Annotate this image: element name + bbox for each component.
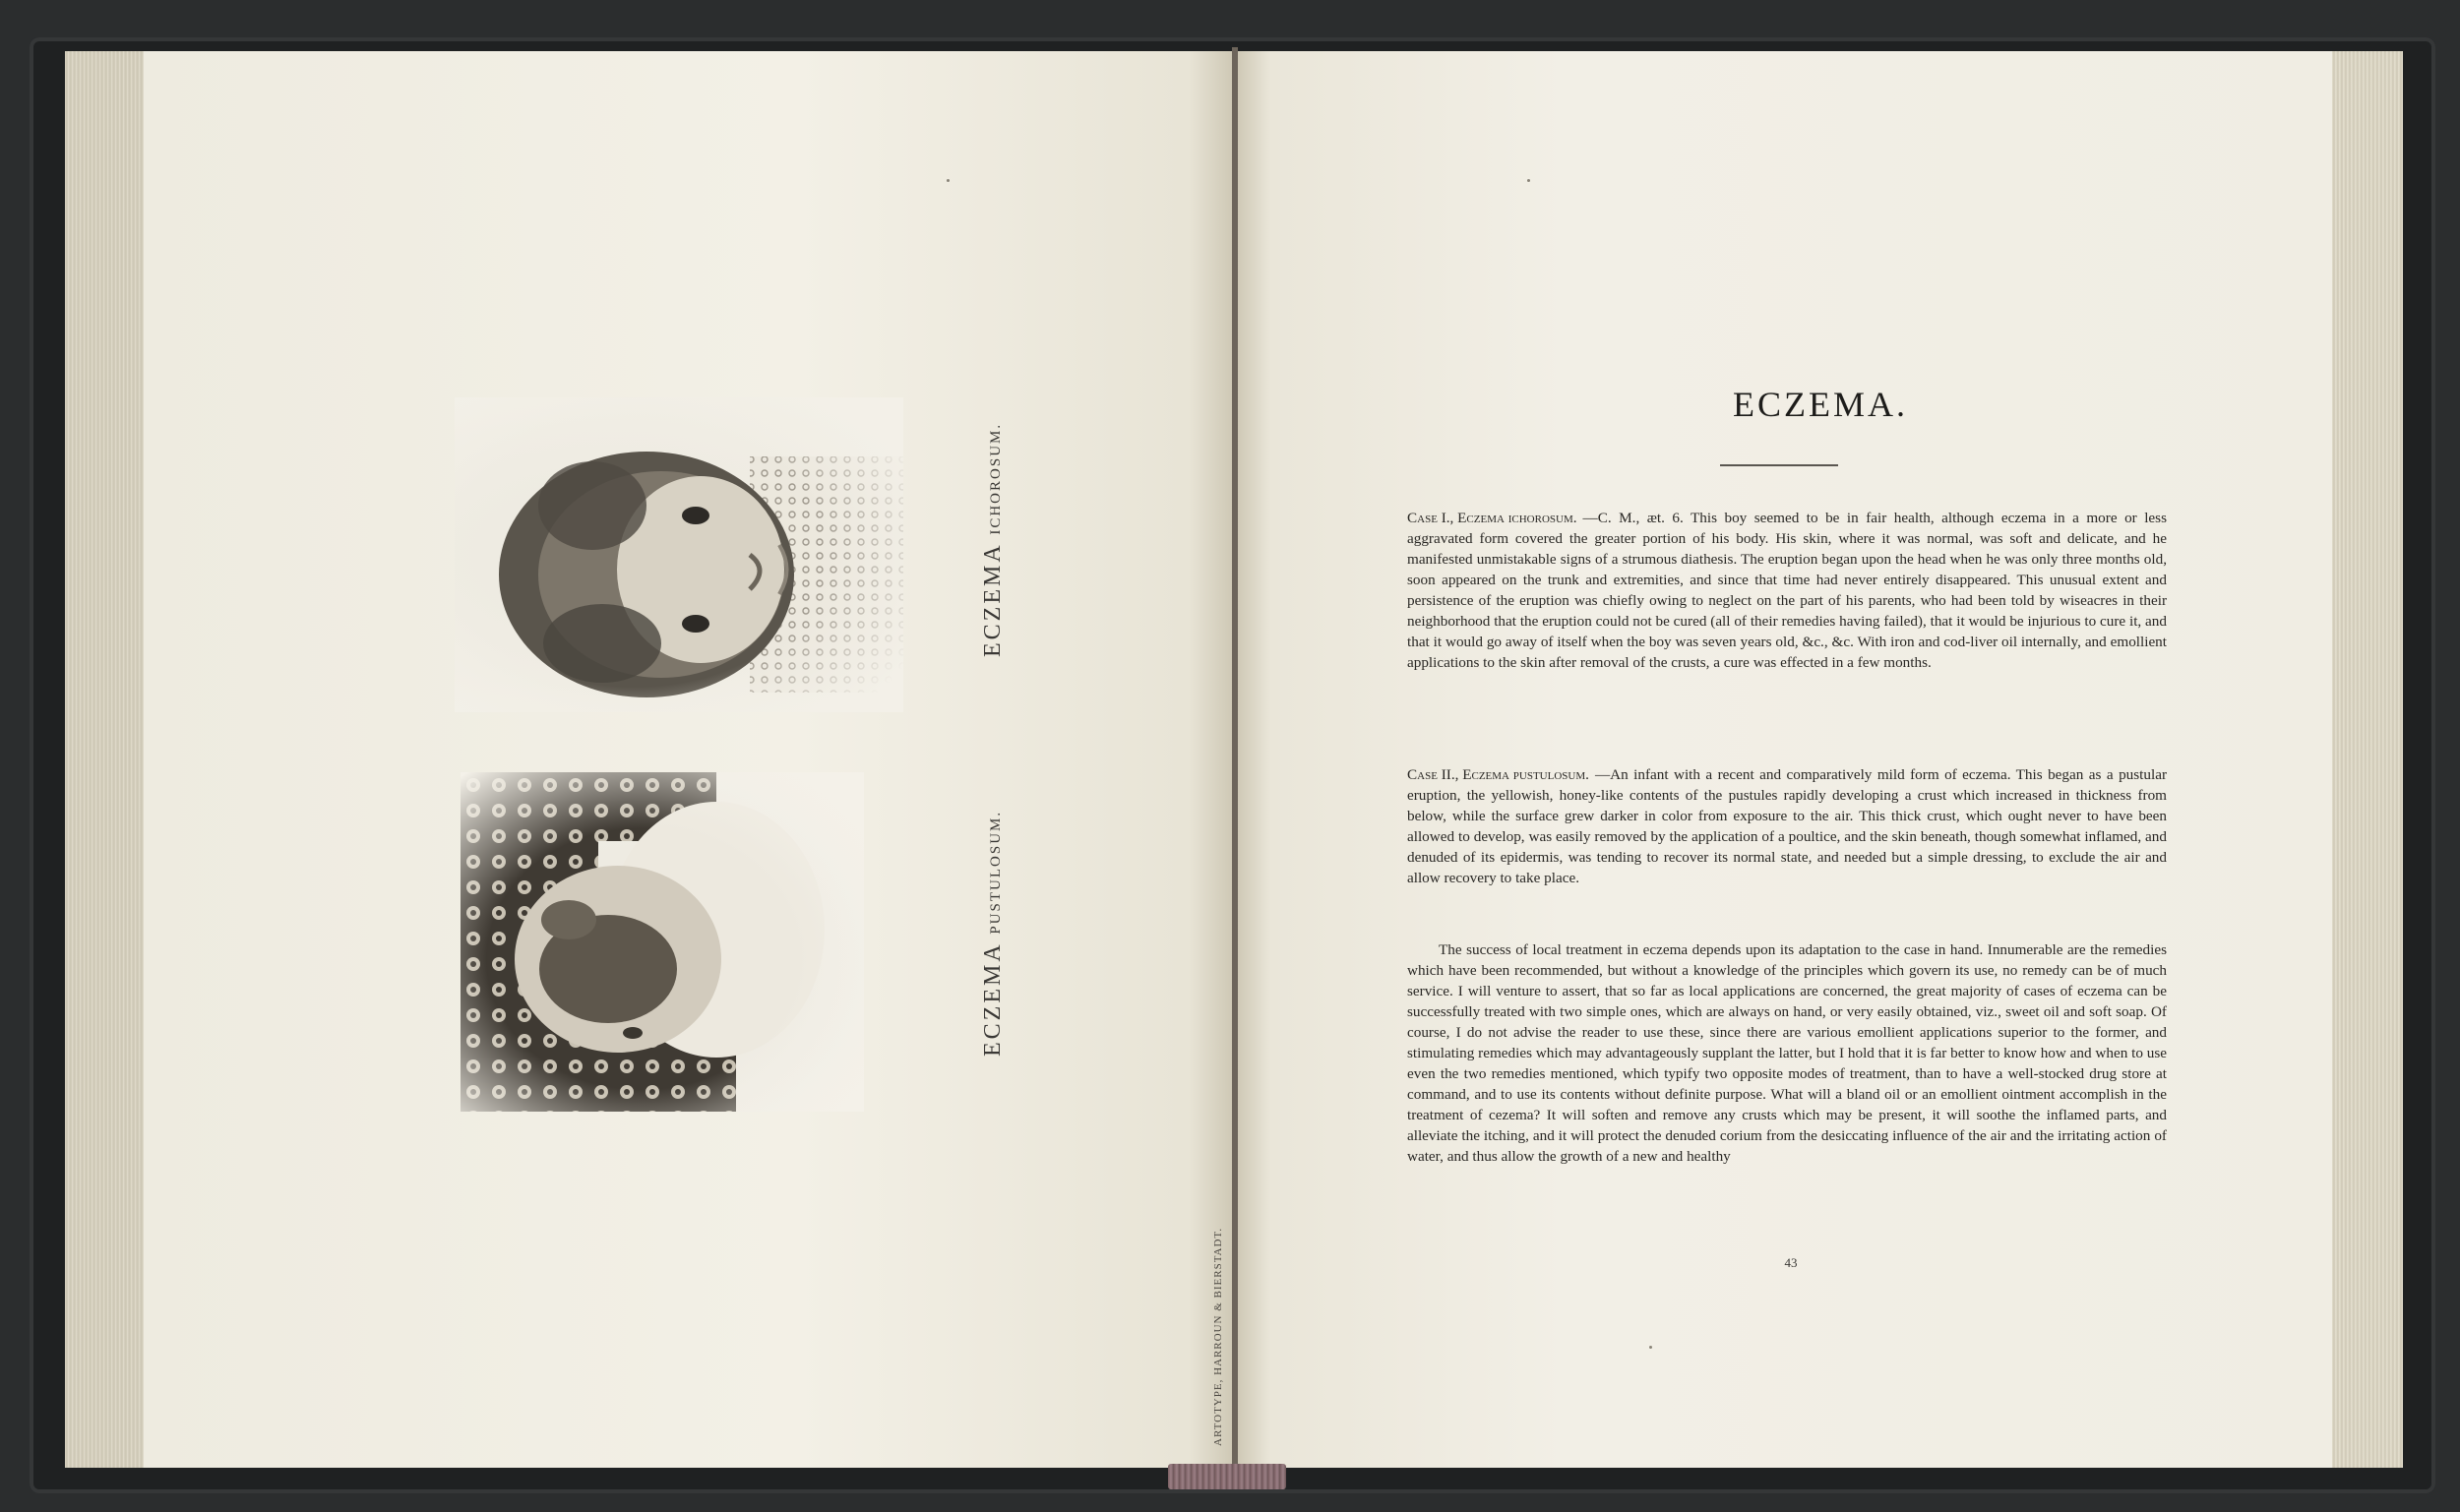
printer-imprint: ARTOTYPE, HARROUN & BIERSTADT. [1212,1227,1224,1446]
case-two-heading: Case II., Eczema pustulosum. [1407,766,1589,783]
title-rule [1720,464,1838,466]
caption-ichorosum: ECZEMA ICHOROSUM. [980,422,1006,657]
page-number: 43 [1784,1255,1798,1270]
page-edges-right [2332,51,2403,1468]
caption-pustulosum: ECZEMA PUSTULOSUM. [980,810,1006,1057]
case-two-paragraph [1407,764,2167,888]
paper-speck [947,179,950,182]
page-edges-left [65,51,144,1468]
case-two-text: —An infant with a recent and comparatively mild form of eczema. This began as a pustular eruption, the yellowish, honey-like contents of the pustules rapidly developing a crust which increased in thickness from below, while the surface grew darker in color from exposure to the air. This thick crust, which ought never to have been allowed to develop, was easily removed by the application of a poultice, and the skin beneath, though somewhat inflamed, and denuded of its epidermis, was tending to recover its normal state, and needed but a simple dressing, to exclude the air and allow recovery to take place. [1407,766,2167,886]
spine-headband [1168,1464,1286,1489]
photo-eczema-pustulosum [461,772,864,1112]
paper-speck [1649,1346,1652,1349]
case-one-text: —C. M., æt. 6. This boy seemed to be in fair health, although eczema in a more or less aggravated form covered the greater portion of his body. His skin, where it was normal, was soft and delicate, and he manifested unmistakable signs of a strumous diathesis. The eruption began upon the head when he was only three months old, soon appeared on the trunk and extremities, and since that time had never entirely disappeared. This unusual extent and persistence of the eruption was chiefly owing to neglect on the part of his parents, who had been told by wiseacres in their neighborhood that the eruption could not be cured (all of their remedies having failed), that it would be injurious to cure it, and that it would go away of itself when the boy was seven years old, &c., &c. With iron and cod-liver oil internally, and emollient applications to the skin after removal of the crusts, a cure was effected in a few months. [1407,510,2167,671]
book-spine [1232,47,1238,1483]
paper-speck [1527,179,1530,182]
body-paragraph: The success of local treatment in eczema depends upon its adaptation to the case in hand. Innumerable are the remedies which have been recommended, but without a knowledge of the principles which govern its use, no remedy can be of much service. I will venture to assert, that so far as local applications are concerned, the great majority of cases of eczema can be successfully treated with two simple ones, which are always on hand, or very easily obtained, viz., sweet oil and soft soap. Of course, I do not advise the reader to use these, since there are various emollient applications superior to the former, and stimulating remedies which may advantageously supplant the latter, but I hold that it is far better to know how and when to use even the two remedies mentioned, which typify two opposite modes of treatment, than to have a well-stocked drug store at command, and to use its contents without definite purpose. What will a bland oil or an emollient ointment accomplish in the treatment of cezema? It will soften and remove any crusts which may be present, it will soothe the inflamed parts, and alleviate the itching, and it will protect the denuded corium from the desiccating influence of the air and the irritating action of water, and thus allow the growth of a new and healthy [1407,941,2167,1165]
case-one-heading: Case I., Eczema ichorosum. [1407,510,1577,526]
page-title: ECZEMA. [1733,385,1908,424]
left-page [144,51,1232,1468]
case-one-paragraph [1407,508,2167,673]
photo-eczema-ichorosum [455,397,903,712]
